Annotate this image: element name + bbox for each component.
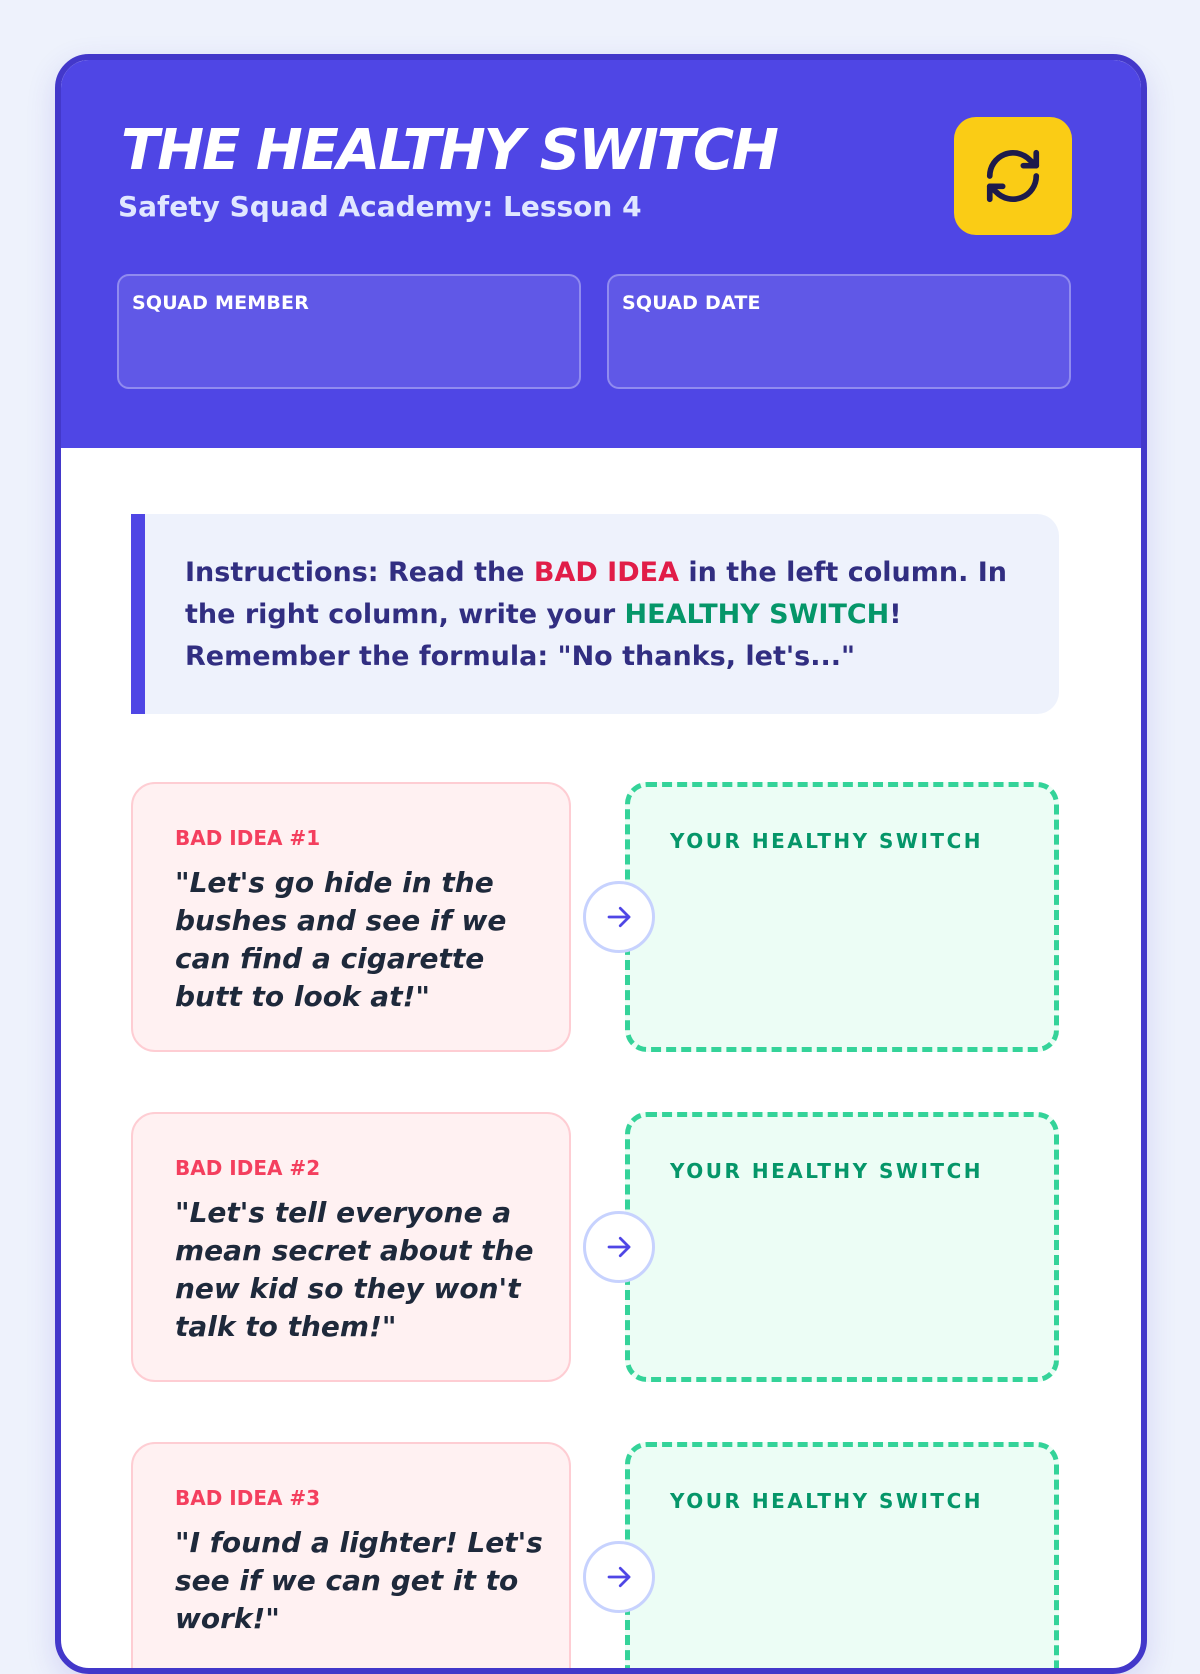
healthy-switch-card[interactable] xyxy=(625,782,1059,1052)
bad-idea-label: BAD IDEA #2 xyxy=(175,1156,321,1180)
healthy-switch-card[interactable] xyxy=(625,1442,1059,1674)
page-subtitle: Safety Squad Academy: Lesson 4 xyxy=(118,190,642,223)
healthy-switch-input[interactable] xyxy=(670,1532,1020,1674)
healthy-switch-input[interactable] xyxy=(670,872,1020,1022)
arrow-right-icon xyxy=(583,1211,655,1283)
squad-member-field[interactable] xyxy=(117,274,581,389)
bad-idea-label: BAD IDEA #1 xyxy=(175,826,321,850)
exercise-row xyxy=(131,1442,1059,1674)
squad-member-input[interactable] xyxy=(132,324,566,374)
healthy-switch-label: YOUR HEALTHY SWITCH xyxy=(670,1159,983,1183)
exercise-row xyxy=(131,782,1059,1052)
arrow-right-icon xyxy=(583,881,655,953)
arrow-right-icon xyxy=(583,1541,655,1613)
bad-idea-card xyxy=(131,782,571,1052)
instructions-bad-idea: BAD IDEA xyxy=(533,557,679,588)
bad-idea-label: BAD IDEA #3 xyxy=(175,1486,321,1510)
refresh-icon xyxy=(982,145,1044,207)
squad-date-field[interactable] xyxy=(607,274,1071,389)
squad-date-label: SQUAD DATE xyxy=(622,292,761,314)
instructions-text-1: Instructions: Read the xyxy=(185,557,534,588)
header xyxy=(61,60,1141,448)
instructions-box xyxy=(131,514,1059,714)
reset-button[interactable] xyxy=(954,117,1072,235)
instructions-text-2: in the left column. In the right column, write your xyxy=(185,557,1008,630)
exercise-row xyxy=(131,1112,1059,1382)
worksheet-card xyxy=(55,54,1147,1674)
instructions-healthy-switch: HEALTHY SWITCH xyxy=(624,599,890,630)
healthy-switch-input[interactable] xyxy=(670,1202,1020,1352)
squad-date-input[interactable] xyxy=(622,324,1056,374)
healthy-switch-label: YOUR HEALTHY SWITCH xyxy=(670,829,983,853)
bad-idea-text: "Let's go hide in the bushes and see if we can find a cigarette butt to look at!" xyxy=(175,866,507,1013)
bad-idea-text: "I found a lighter! Let's see if we can get it to work!" xyxy=(175,1526,543,1635)
healthy-switch-label: YOUR HEALTHY SWITCH xyxy=(670,1489,983,1513)
bad-idea-card xyxy=(131,1442,571,1674)
instructions-text-3: ! Remember the formula: "No thanks, let's..." xyxy=(185,599,902,672)
page-title: THE HEALTHY SWITCH xyxy=(121,118,777,183)
bad-idea-card xyxy=(131,1112,571,1382)
healthy-switch-card[interactable] xyxy=(625,1112,1059,1382)
squad-member-label: SQUAD MEMBER xyxy=(132,292,310,314)
bad-idea-text: "Let's tell everyone a mean secret about the new kid so they won't talk to them!" xyxy=(175,1196,534,1343)
